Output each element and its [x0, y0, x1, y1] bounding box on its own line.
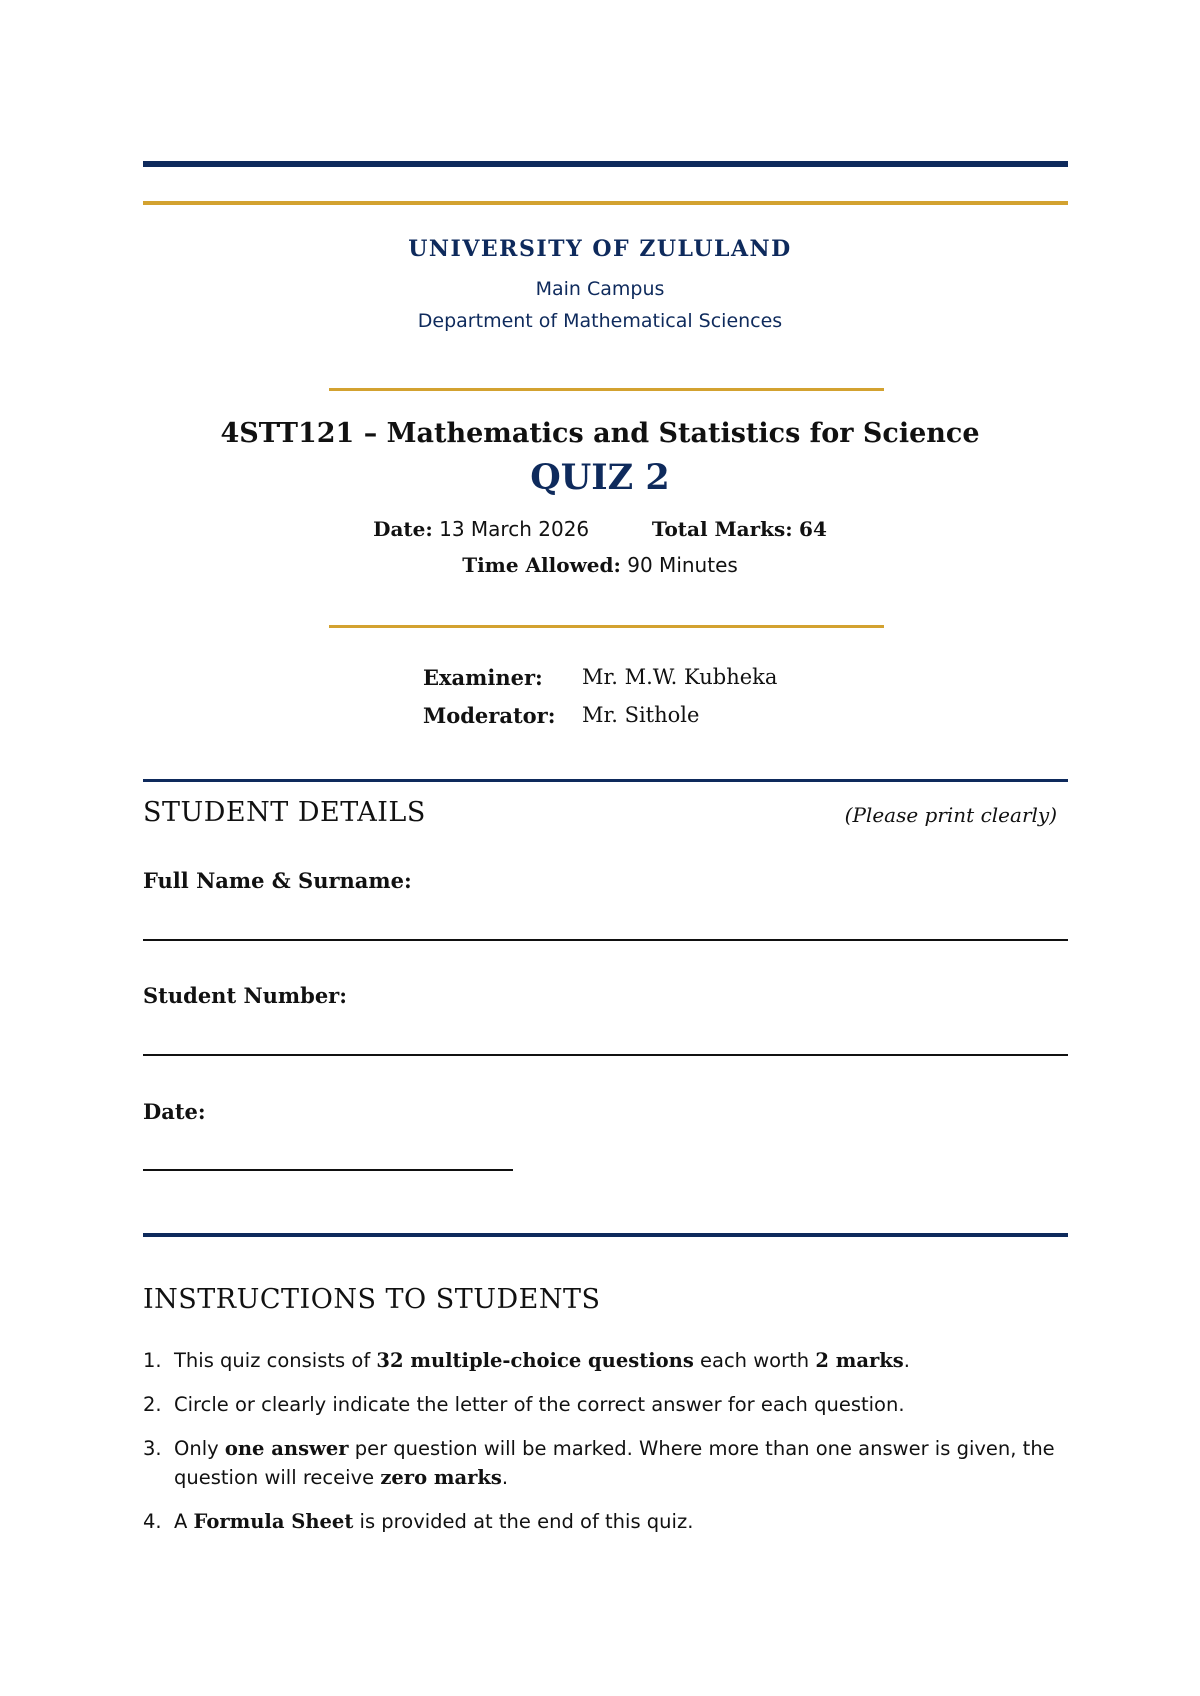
- instruction-item: [143, 1346, 1068, 1375]
- date-line: [143, 1169, 513, 1171]
- instruction-text: This quiz consists of: [174, 1349, 377, 1372]
- student-details-bottom-rule: [143, 1233, 1068, 1237]
- student-details-top-rule: [143, 779, 1068, 782]
- department-name: Department of Mathematical Sciences: [417, 310, 783, 332]
- instruction-bold: 32 multiple-choice questions: [376, 1349, 694, 1372]
- course-title: 4STT121 – Mathematics and Statistics for Science: [220, 418, 980, 449]
- instruction-text: Only: [174, 1437, 225, 1460]
- campus-name: Main Campus: [535, 278, 665, 300]
- quiz-title: QUIZ 2: [530, 457, 670, 498]
- instructions-heading: INSTRUCTIONS TO STUDENTS: [143, 1284, 601, 1315]
- instruction-text: A: [174, 1510, 194, 1533]
- instruction-bold: one answer: [224, 1437, 349, 1460]
- instruction-number: 2.: [143, 1393, 162, 1416]
- instruction-item: [143, 1390, 1068, 1419]
- student-details-heading: STUDENT DETAILS: [143, 797, 426, 828]
- instruction-item: [143, 1434, 1068, 1492]
- full-name-field[interactable]: [143, 905, 1068, 937]
- exam-date-value: 13 March 2026: [439, 517, 590, 541]
- total-marks-label: Total Marks:: [651, 517, 793, 541]
- student-number-line: [143, 1054, 1068, 1056]
- full-name-label: Full Name & Surname:: [143, 868, 412, 893]
- instruction-number: 4.: [143, 1510, 162, 1533]
- moderator-name: Mr. Sithole: [582, 703, 700, 727]
- full-name-line: [143, 939, 1068, 941]
- instruction-number: 3.: [143, 1437, 162, 1460]
- instruction-bold: 2 marks: [815, 1349, 904, 1372]
- top-gold-rule: [143, 201, 1068, 205]
- instruction-text: is provided at the end of this quiz.: [353, 1510, 694, 1533]
- university-name: UNIVERSITY OF ZULULAND: [408, 236, 792, 262]
- exam-date-marks-line: [0, 517, 1200, 541]
- instruction-text: .: [903, 1349, 910, 1372]
- date-field-label: Date:: [143, 1099, 206, 1124]
- instruction-item: [143, 1507, 1068, 1536]
- examiner-label: Examiner:: [423, 665, 543, 690]
- instruction-bold: zero marks: [380, 1466, 502, 1489]
- total-marks-value: 64: [799, 517, 827, 541]
- instruction-number: 1.: [143, 1349, 162, 1372]
- exam-date-label: Date:: [373, 517, 433, 541]
- print-clearly-note: (Please print clearly): [844, 803, 1057, 827]
- instructions-list: [143, 1346, 1068, 1551]
- instruction-text: .: [501, 1466, 509, 1489]
- instruction-text: Circle or clearly indicate the letter of the correct answer for each question.: [174, 1393, 905, 1416]
- title-bottom-gold-rule: [329, 625, 884, 628]
- title-top-gold-rule: [329, 388, 884, 391]
- moderator-label: Moderator:: [423, 703, 556, 728]
- time-allowed-label: Time Allowed:: [462, 553, 621, 577]
- top-navy-rule: [143, 161, 1068, 167]
- time-allowed-value: 90 Minutes: [627, 553, 738, 577]
- instruction-text: per question will be marked. Where more than one answer is given, the question will receive: [174, 1437, 1055, 1489]
- time-allowed-line: [0, 553, 1200, 577]
- date-field[interactable]: [143, 1135, 513, 1167]
- student-number-label: Student Number:: [143, 983, 348, 1008]
- instruction-bold: Formula Sheet: [193, 1510, 354, 1533]
- student-number-field[interactable]: [143, 1020, 1068, 1052]
- instruction-text: each worth: [693, 1349, 816, 1372]
- examiner-name: Mr. M.W. Kubheka: [582, 665, 778, 689]
